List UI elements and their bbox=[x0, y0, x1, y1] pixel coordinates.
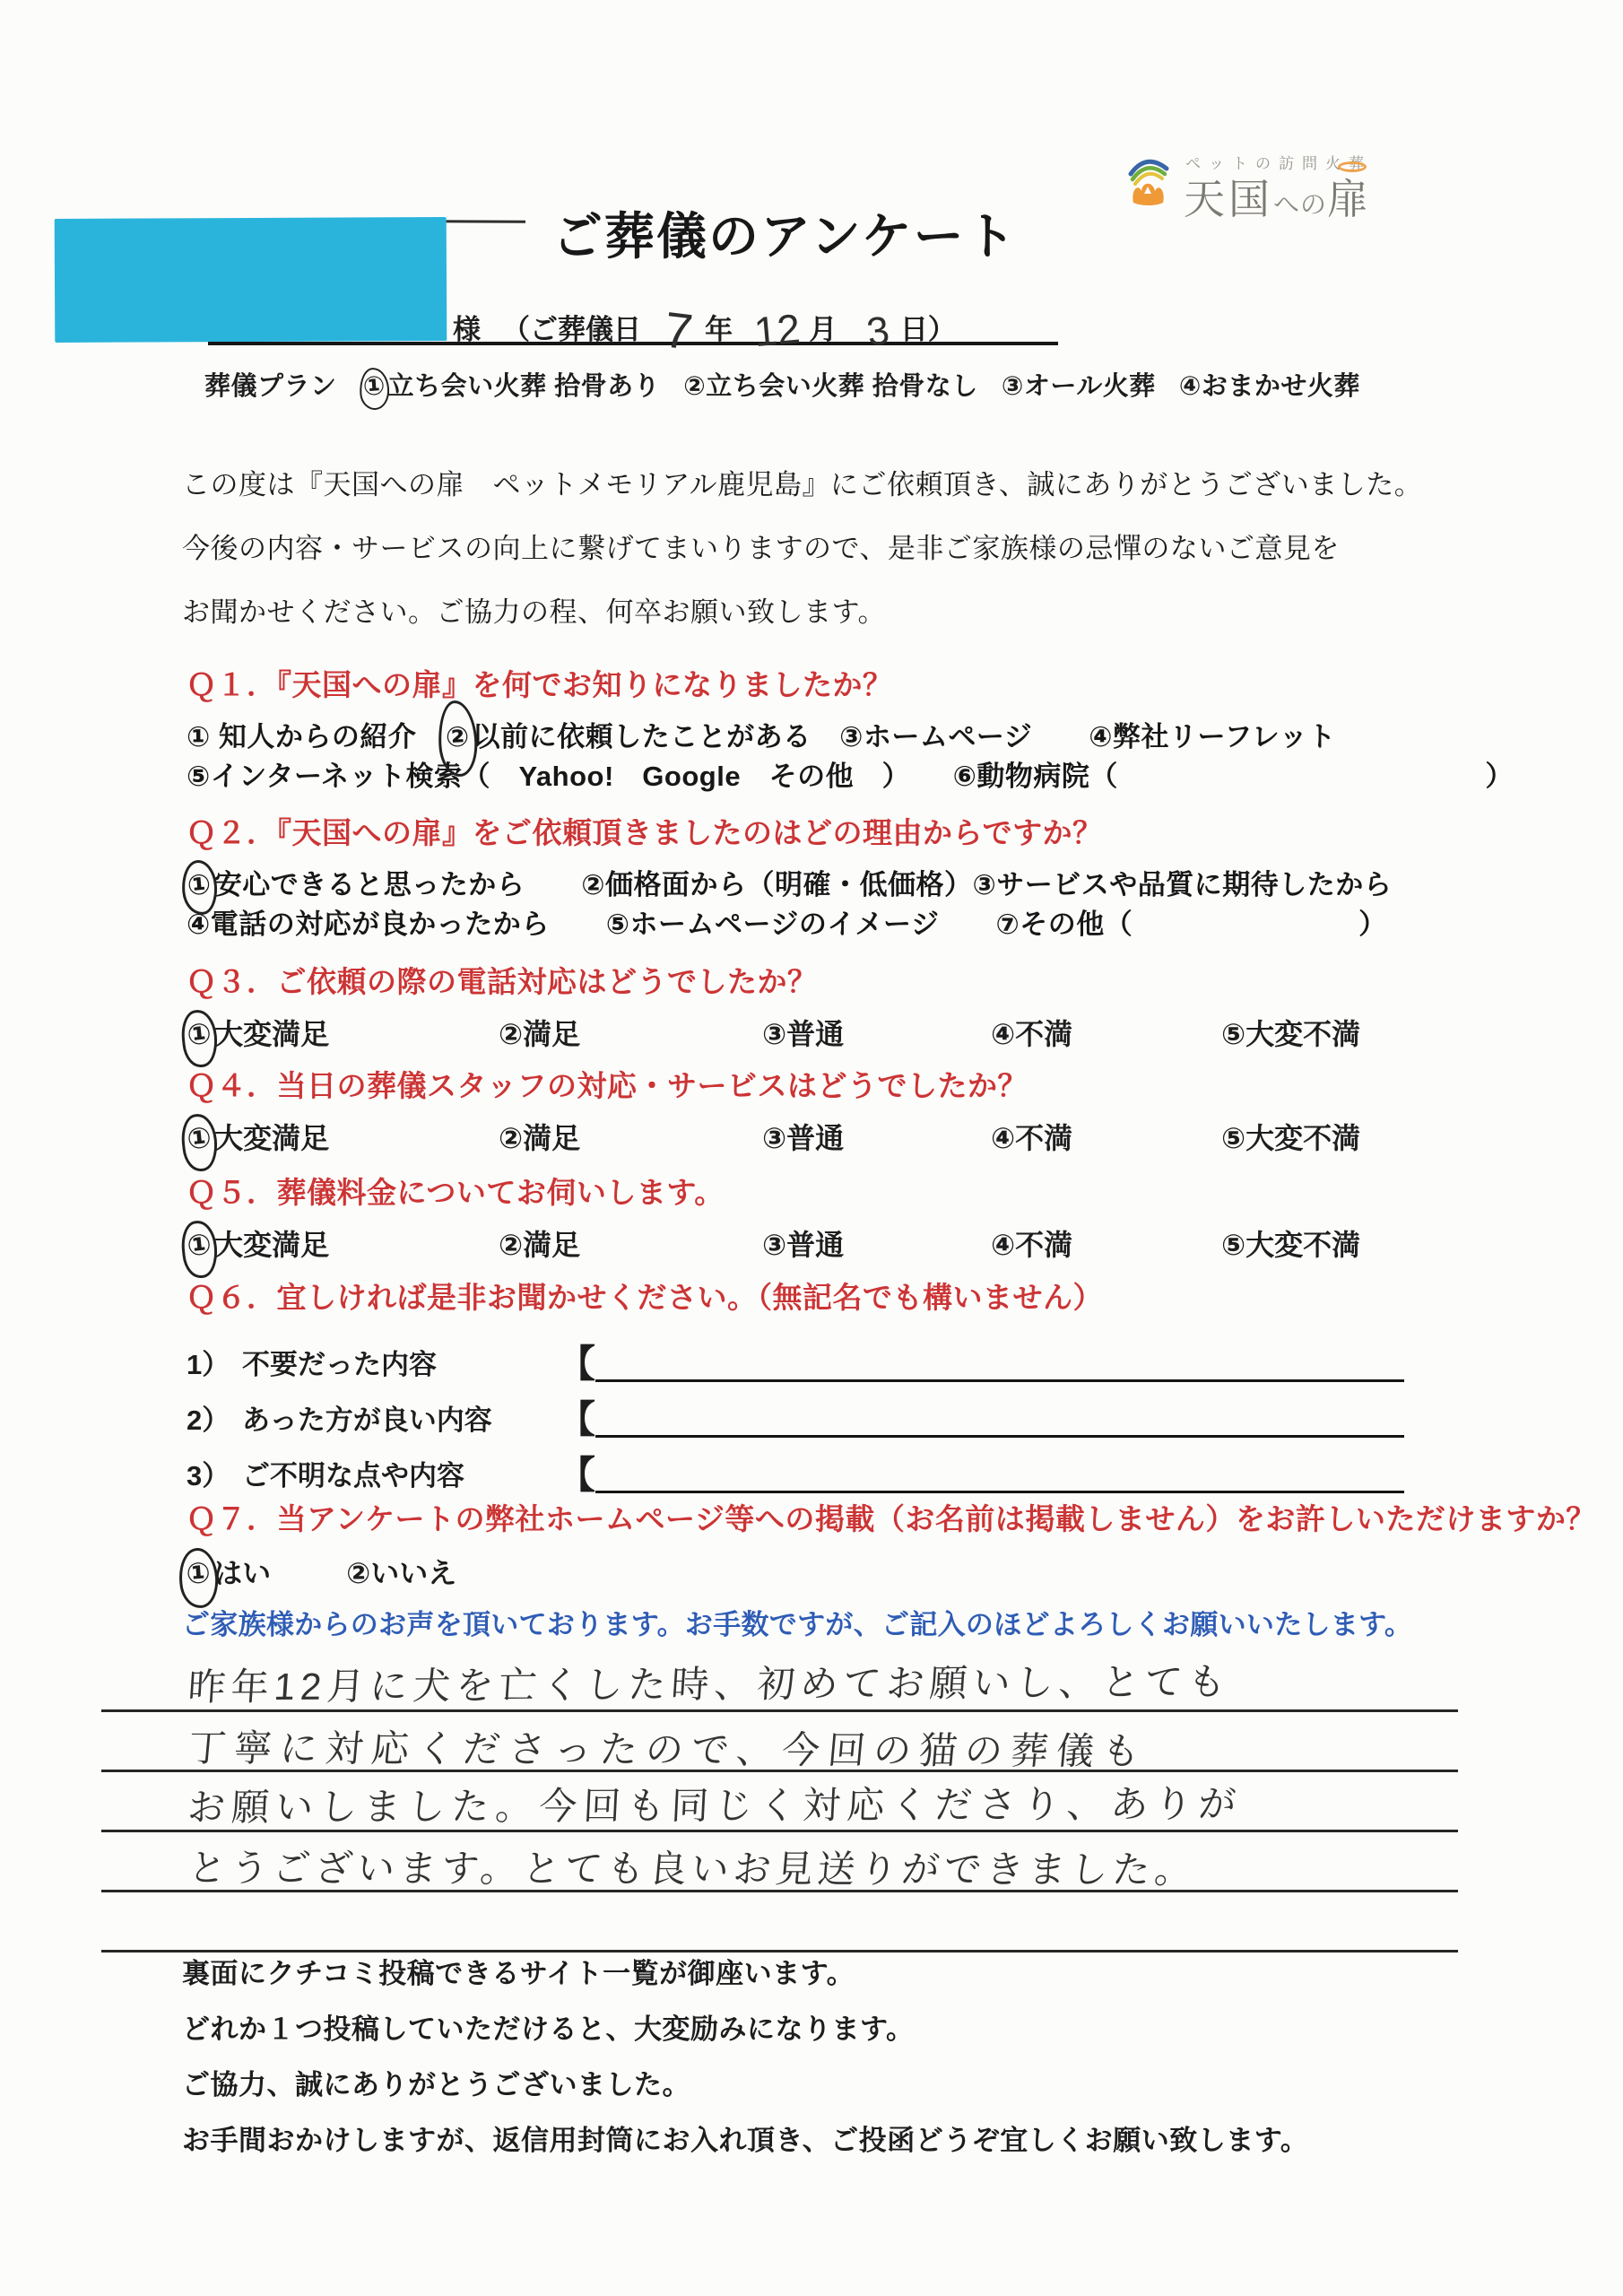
scale-option: ②満足 bbox=[499, 1229, 581, 1261]
handwritten-text: 昨年12月に犬を亡くした時、初めてお願いし、とても bbox=[187, 1660, 1233, 1709]
q6-item-label: ご不明な点や内容 bbox=[242, 1460, 464, 1492]
page-title: ご葬儀のアンケート bbox=[552, 208, 1018, 265]
hand-circle-mark: ① bbox=[179, 858, 219, 916]
q4-heading: Ｑ４．当日の葬儀スタッフの対応・サービスはどうでしたか？ bbox=[187, 1069, 1028, 1102]
year-label: 年 bbox=[705, 314, 733, 345]
q6-fill-items bbox=[187, 1332, 1404, 1499]
footer-line: お手間おかけしますが、返信用封筒にお入れ頂き、ご投函どうぞ宜しくお願い致します。 bbox=[182, 2125, 1309, 2156]
question-1 bbox=[187, 662, 1514, 796]
funeral-plan-row bbox=[204, 366, 1384, 403]
scale-option: ②満足 bbox=[499, 1122, 581, 1154]
q5-heading: Ｑ５．葬儀料金についてお伺いします。 bbox=[187, 1176, 725, 1209]
funeral-date-open: （ご葬儀日 bbox=[502, 314, 641, 345]
halo-icon bbox=[1338, 161, 1367, 172]
q3-heading: Ｑ３．ご依頼の際の電話対応はどうでしたか？ bbox=[187, 965, 818, 998]
logo-name-part2: への bbox=[1273, 191, 1328, 220]
scale-option: ③普通 bbox=[762, 1122, 845, 1154]
intro-line: お聞かせください。ご協力の程、何卒お願い致します。 bbox=[182, 596, 887, 628]
q6-bracket: 【 bbox=[558, 1454, 596, 1496]
hand-circle-mark: ① bbox=[179, 1219, 221, 1280]
company-logo bbox=[1126, 147, 1431, 220]
question-3 bbox=[187, 959, 1360, 1053]
hand-circle-mark: ① bbox=[179, 1112, 221, 1173]
handwritten-year: 7 bbox=[661, 300, 696, 361]
plan-label: 葬儀プラン bbox=[204, 372, 337, 401]
scale-option: ④不満 bbox=[991, 1018, 1073, 1050]
question-7 bbox=[187, 1496, 1596, 1592]
handwritten-text: とうございます。とても良いお見送りができました。 bbox=[187, 1846, 1199, 1891]
name-redaction bbox=[55, 217, 447, 343]
q5-options bbox=[187, 1222, 1360, 1264]
day-label: 日） bbox=[899, 314, 956, 345]
question-5 bbox=[187, 1170, 1360, 1264]
handwritten-line bbox=[101, 1652, 1458, 1712]
honorific-label: 様 bbox=[453, 314, 481, 345]
q1-options bbox=[187, 718, 1514, 796]
plan-option: ②立ち会い火葬 拾骨なし bbox=[683, 372, 978, 401]
q6-item-label: 不要だった内容 bbox=[242, 1349, 437, 1380]
q6-bracket: 【 bbox=[558, 1343, 596, 1385]
month-label: 月 bbox=[809, 314, 838, 345]
q2-heading: Ｑ２．『天国への扉』をご依頼頂きましたのはどの理由からですか？ bbox=[187, 816, 1103, 849]
scale-option: ③普通 bbox=[762, 1018, 845, 1050]
question-4 bbox=[187, 1063, 1360, 1157]
handwritten-text: 丁寧に対応くださったので、今回の猫の葬儀も bbox=[187, 1726, 1150, 1772]
footer-line: ご協力、誠にありがとうございました。 bbox=[182, 2069, 690, 2100]
q2-option-line: ①安心できると思ったから ②価格面から（明確・低価格）③サービスや品質に期待したから bbox=[187, 865, 1392, 905]
q6-answer-line bbox=[595, 1435, 1404, 1438]
q6-item-number: 3） bbox=[187, 1460, 230, 1492]
footer-line: 裏面にクチコミ投稿できるサイト一覧が御座います。 bbox=[182, 1958, 855, 1989]
q6-heading: Ｑ６．宜しければ是非お聞かせください。（無記名でも構いません） bbox=[187, 1281, 1103, 1314]
q4-options bbox=[187, 1116, 1360, 1157]
scale-option: ①大変満足 bbox=[187, 1012, 499, 1053]
scale-option: ⑤大変不満 bbox=[1221, 1229, 1361, 1261]
q7-heading-bold: （お名前は掲載しません） bbox=[874, 1502, 1236, 1535]
q7-heading: Ｑ７．当アンケートの弊社ホームページ等への掲載（お名前は掲載しません）をお許しいただけますか？ bbox=[187, 1502, 1596, 1535]
scale-option: ①大変満足 bbox=[187, 1222, 499, 1264]
q6-bracket: 【 bbox=[558, 1398, 596, 1440]
hand-circle-mark: ① bbox=[179, 1008, 221, 1069]
logo-tagline: ペットの訪問火葬 bbox=[1185, 155, 1372, 172]
logo-name-part3: 扉 bbox=[1327, 176, 1372, 222]
handwritten-month: 12 bbox=[751, 304, 803, 356]
q6-item-number: 2） bbox=[187, 1405, 230, 1436]
question-2 bbox=[187, 810, 1392, 944]
plan-option: ④おまかせ火葬 bbox=[1178, 372, 1360, 401]
q7-options bbox=[187, 1551, 1596, 1592]
scale-option: ④不満 bbox=[991, 1122, 1073, 1154]
handwritten-comment-area bbox=[101, 1652, 1458, 1952]
q2-options bbox=[187, 865, 1392, 944]
q2-option-line: ④電話の対応が良かったから ⑤ホームページのイメージ ⑦その他（ ） bbox=[187, 909, 1387, 940]
q6-item bbox=[187, 1387, 1404, 1443]
q6-item bbox=[187, 1443, 1404, 1499]
handwritten-day: 3 bbox=[864, 308, 893, 355]
q7-option: ①はい bbox=[187, 1557, 271, 1589]
question-6 bbox=[187, 1274, 1404, 1499]
handwritten-line bbox=[101, 1892, 1458, 1952]
hand-circle-mark: ② bbox=[437, 700, 479, 778]
q1-option-line: ① 知人からの紹介 ②以前に依頼したことがある ③ホームページ ④弊社リーフレット bbox=[187, 718, 1514, 757]
q1-heading: Ｑ１．『天国への扉』を何でお知りになりましたか？ bbox=[187, 668, 893, 701]
hand-circle-mark: ① bbox=[358, 367, 390, 411]
q1-option-line: ⑤インターネット検索（ Yahoo! Google その他 ） ⑥動物病院（ ） bbox=[187, 761, 1514, 792]
logo-name bbox=[1184, 178, 1372, 220]
intro-line: この度は『天国への扉 ペットメモリアル鹿児島』にご依頼頂き、誠にありがとうございました。 bbox=[182, 469, 1423, 500]
handwritten-line bbox=[101, 1832, 1458, 1892]
scale-option: ③普通 bbox=[762, 1229, 845, 1261]
scale-option: ⑤大変不満 bbox=[1221, 1018, 1361, 1050]
intro-line: 今後の内容・サービスの向上に繋げてまいりますので、是非ご家族様の忌憚のないご意見を bbox=[182, 533, 1340, 564]
plan-option: ①立ち会い火葬 拾骨あり bbox=[362, 372, 661, 401]
handwritten-text: お願いしました。今回も同じく対応くださり、ありが bbox=[187, 1782, 1244, 1829]
name-date-row bbox=[453, 301, 956, 360]
scale-option: ④不満 bbox=[991, 1229, 1073, 1261]
scale-option: ②満足 bbox=[499, 1018, 581, 1050]
plan-options bbox=[362, 372, 1384, 401]
handwritten-line bbox=[101, 1712, 1458, 1772]
footer-line: どれか１つ投稿していただけると、大変励みになります。 bbox=[182, 2013, 915, 2045]
q7-option: ②いいえ bbox=[346, 1557, 457, 1589]
q6-item bbox=[187, 1332, 1404, 1387]
q3-options bbox=[187, 1012, 1360, 1053]
intro-paragraph bbox=[182, 453, 1422, 644]
q6-item-label: あった方が良い内容 bbox=[242, 1405, 492, 1436]
q6-answer-line bbox=[595, 1491, 1404, 1493]
family-voice-note: ご家族様からのお声を頂いております。お手数ですが、ご記入のほどよろしくお願いいたします。 bbox=[182, 1609, 1413, 1640]
handwritten-line bbox=[101, 1772, 1458, 1832]
q6-item-number: 1） bbox=[187, 1349, 230, 1380]
scale-option: ①大変満足 bbox=[187, 1116, 499, 1157]
scale-option: ⑤大変不満 bbox=[1221, 1122, 1361, 1154]
hand-circle-mark: ① bbox=[178, 1547, 221, 1610]
q6-answer-line bbox=[595, 1379, 1404, 1382]
logo-name-part1: 天国 bbox=[1184, 176, 1273, 222]
footer-paragraph bbox=[182, 1946, 1308, 2169]
logo-rainbow-paw-icon bbox=[1126, 147, 1171, 211]
plan-option: ③オール火葬 bbox=[1001, 372, 1156, 401]
